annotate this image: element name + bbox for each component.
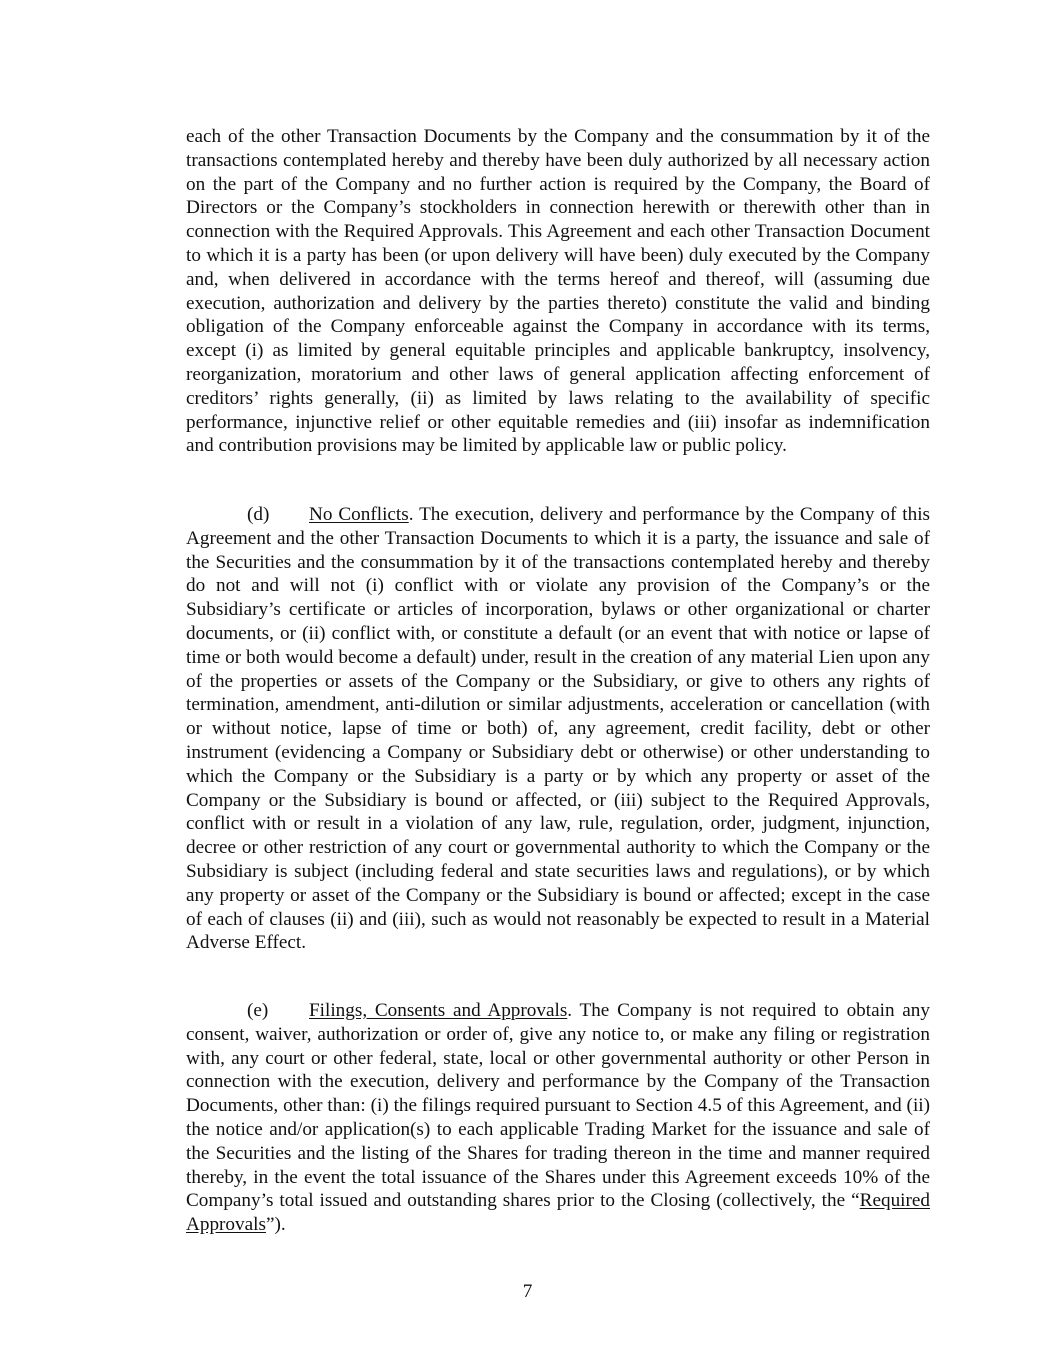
paragraph-e-text-end: ”). [265,1214,286,1236]
paragraph-d-text: . The execution, delivery and performance by the Company of this Agreement and the other Transaction Documents to which it is a party, the issuance and sale of the Securities and the consummation by it of the transactions contemplated hereby and thereby do not and will not (i) conflict with or violate any provision of the Company’s or the Subsidiary’s certificate or articles of incorporation, bylaws or other organizational or charter documents, or (ii) conflict with, or constitute a default (or an event that with notice or lapse of time or both would become a default) under, result in the creation of any material Lien upon any of the properties or assets of the Company or the Subsidiary, or give to others any rights of termination, amendment, anti-dilution or similar adjustments, acceleration or cancellation (with or without notice, lapse of time or both) of, any agreement, credit facility, debt or other instrument (evidencing a Company or Subsidiary debt or otherwise) or other understanding to which the Company or the Subsidiary is a party or by which any property or asset of the Company or the Subsidiary is bound or affected, or (iii) subject to the Required Approvals, conflict with or result in a violation of any law, rule, regulation, order, judgment, injunction, decree or other restriction of any court or governmental authority to which the Company or the Subsidiary is subject (including federal and state securities laws and regulations), or by which any property or asset of the Company or the Subsidiary is bound or affected; except in the case of each of clauses (ii) and (iii), such as would not reasonably be expected to result in a Material Adverse Effect. [186,504,930,954]
paragraph-d-no-conflicts [186,503,930,955]
paragraph-continued-text: each of the other Transaction Documents by the Company and the consummation by it of the transactions contemplated hereby and thereby have been duly authorized by all necessary action on the part of the Company and no further action is required by the Company, the Board of Directors or the Company’s stockholders in connection herewith or therewith other than in connection with the Required Approvals. This Agreement and each other Transaction Document to which it is a party has been (or upon delivery will have been) duly executed by the Company and, when delivered in accordance with the terms hereof and thereof, will (assuming due execution, authorization and delivery by the parties thereto) constitute the valid and binding obligation of the Company enforceable against the Company in accordance with its terms, except (i) as limited by general equitable principles and applicable bankruptcy, insolvency, reorganization, moratorium and other laws of general application affecting enforcement of creditors’ rights generally, (ii) as limited by laws relating to the availability of specific performance, injunctive relief or other equitable remedies and (iii) insofar as indemnification and contribution provisions may be limited by applicable law or public policy. [186,126,930,457]
paragraph-e-heading: Filings, Consents and Approvals [309,1000,568,1021]
page-number: 7 [522,1281,533,1302]
paragraph-e-text: . The Company is not required to obtain any consent, waiver, authorization or order of, give any notice to, or make any filing or registration with, any court or other federal, state, local or other governmental authority or other Person in connection with the execution, delivery and performance by the Company of the Transaction Documents, other than: (i) the filings required pursuant to Section 4.5 of this Agreement, and (ii) the notice and/or application(s) to each applicable Trading Market for the issuance and sale of the Securities and the listing of the Shares for trading thereon in the time and manner required thereby, in the event the total issuance of the Shares under this Agreement exceeds 10% of the Company’s total issued and outstanding shares prior to the Closing (collectively, the “ [186,1000,930,1212]
paragraph-d-label: (d) [247,504,270,525]
paragraph-e-defined-term: Required Approvals [186,1190,930,1236]
paragraph-d-heading: No Conflicts [309,504,409,525]
paragraph-e-filings-consents-approvals [186,999,930,1237]
paragraph-continued [186,125,930,458]
paragraph-e-label: (e) [247,1000,269,1021]
